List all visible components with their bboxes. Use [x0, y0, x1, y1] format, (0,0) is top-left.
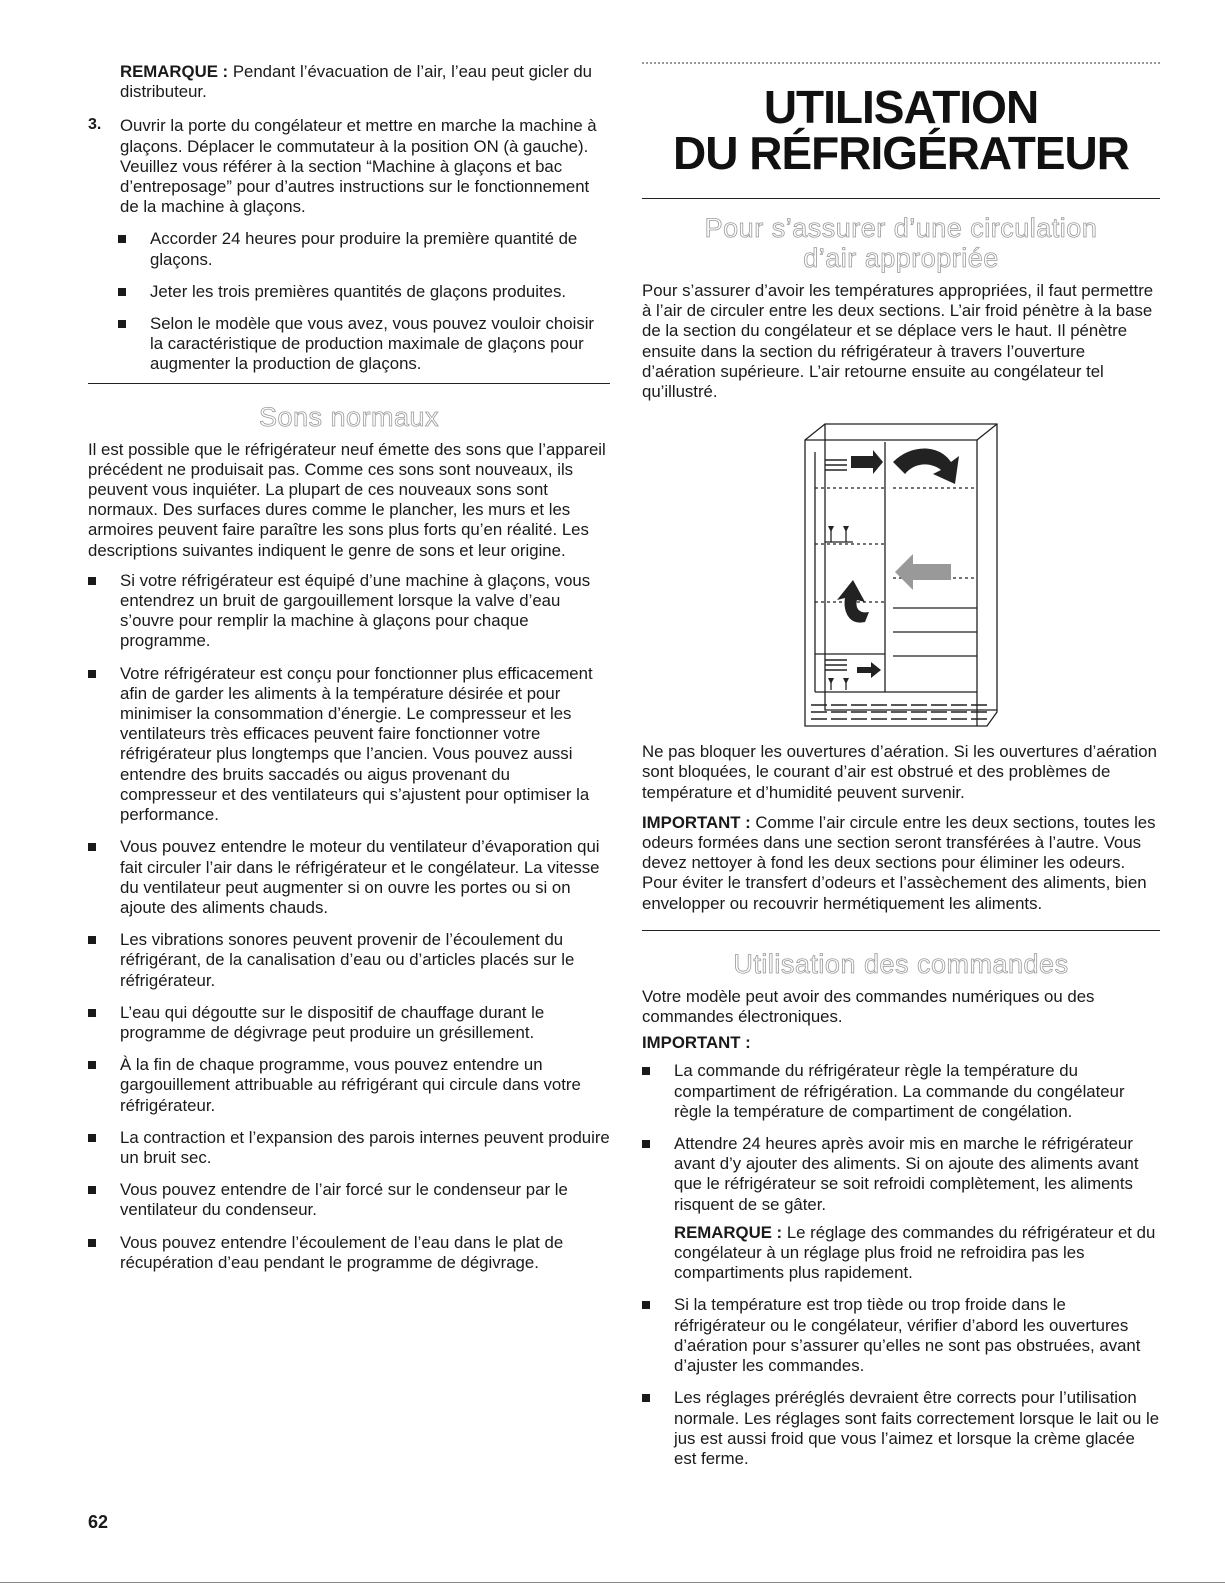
bullet-icon [88, 1009, 96, 1017]
bullet-icon [88, 577, 96, 585]
important-text: Comme l’air circule entre les deux sections, toutes les odeurs formées dans une section seront transférées à l’autre. Vous devez nettoyer à fond les deux sections pour éliminer les odeurs. Pour éviter le transfert d’odeurs et l’assèchement des aliments, bien envelopper ou recouvrir hermétiquement les aliments. [642, 812, 1156, 913]
list-item: La commande du réfrigérateur règle la température du compartiment de réfrigération. La commande du congélateur règle la température de compartiment de congélation. [642, 1061, 1160, 1122]
list-item: Les vibrations sonores peuvent provenir de l’écoulement du réfrigérant, de la canalisation d’eau ou d’articles placés sur le réfrigérateur. [88, 930, 610, 991]
sons-bullet-list [88, 571, 610, 1273]
bullet-icon [118, 320, 126, 328]
list-item: Attendre 24 heures après avoir mis en marche le réfrigérateur avant d’y ajouter des aliments. Si on ajoute des aliments avant que le réfrigérateur se soit refroidi complètement, les aliments risquent de se gâter. [642, 1134, 1160, 1215]
circulation-text: Pour s’assurer d’avoir les températures appropriées, il faut permettre à l’air de circuler entre les deux sections. L’air froid pénètre à la base de la section du congélateur et se déplace vers le haut. Il pénètre ensuite dans la section du réfrigérateur à travers l’ouverture d’aération supérieure. L’air retourne ensuite au congélateur tel qu’illustré. [642, 281, 1154, 402]
list-item: Si votre réfrigérateur est équipé d’une machine à glaçons, vous entendrez un bruit de gargouillement lorsque la valve d’eau s’ouvre pour remplir la machine à glaçons pour chaque programme. [88, 571, 610, 652]
bottom-edge-rule [0, 1582, 1225, 1583]
circulation-heading-line-2: d’air appropriée [803, 243, 999, 273]
vents-text: Ne pas bloquer les ouvertures d’aération. Si les ouvertures d’aération sont bloquées, le courant d’air est obstrué et des problèmes de température et d’humidité peuvent survenir. [642, 742, 1157, 802]
list-item: L’eau qui dégoutte sur le dispositif de chauffage durant le programme de dégivrage peut produire un grésillement. [88, 1003, 610, 1043]
list-item: À la fin de chaque programme, vous pouvez entendre un gargouillement attribuable au réfrigérant qui circule dans votre réfrigérateur. [88, 1055, 610, 1116]
bullet-icon [88, 1134, 96, 1142]
divider [642, 930, 1160, 931]
commandes-remarque-text: Le réglage des commandes du réfrigérateur et du congélateur à un réglage plus froid ne refroidira pas les compartiments plus rapidement. [674, 1222, 1156, 1283]
list-item: La contraction et l’expansion des parois internes peuvent produire un bruit sec. [88, 1128, 610, 1168]
sons-intro: Il est possible que le réfrigérateur neuf émette des sons que l’appareil précédent ne produisait pas. Comme ces sons sont nouveaux, ils peuvent vous inquiéter. La plupart de ces nouveaux sons sont normaux. Des surfaces dures comme le plancher, les murs et les armoires peuvent faire paraître les sons plus forts qu’en réalité. Les descriptions suivantes indiquent le genre de sons et leur origine. [88, 439, 606, 560]
bullet-icon [88, 843, 96, 851]
important-note [642, 813, 1160, 914]
left-column [88, 62, 610, 1285]
bullet-icon [642, 1067, 650, 1075]
commandes-bullet-list [642, 1061, 1160, 1214]
commandes-remarque-label: REMARQUE : [674, 1222, 783, 1242]
step-3-text: Ouvrir la porte du congélateur et mettre en marche la machine à glaçons. Déplacer le commutateur à la position ON (à gauche). Veuillez vous référer à la section “Machine à glaçons et bac d’entreposage” pour d’autres instructions sur le fonctionnement de la machine à glaçons. [120, 116, 597, 217]
bullet-icon [642, 1394, 650, 1402]
step-3 [88, 116, 610, 217]
remarque-note [88, 62, 610, 102]
list-item: Vous pouvez entendre l’écoulement de l’eau dans le plat de récupération d’eau pendant le programme de dégivrage. [88, 1233, 610, 1273]
list-item: Vous pouvez entendre le moteur du ventilateur d’évaporation qui fait circuler l’air dans le réfrigérateur et le congélateur. La vitesse du ventilateur peut augmenter si on ouvre les portes ou si on ajoute des aliments chauds. [88, 837, 610, 918]
list-item: Les réglages préréglés devraient être corrects pour l’utilisation normale. Les réglages sont faits correctement lorsque le lait ou le jus est aussi froid que vous l’aimez et lorsque la crème glacée est ferme. [642, 1388, 1160, 1469]
list-item: Votre réfrigérateur est conçu pour fonctionner plus efficacement afin de garder les aliments à la température désirée et pour minimiser la consommation d’énergie. Le compresseur et les ventilateurs très efficaces peuvent faire fonctionner votre réfrigérateur plus longtemps que l’ancien. Vous pouvez aussi entendre des bruits saccadés ou aigus provenant du compresseur et des ventilateurs qui s’ajustent pour optimiser la performance. [88, 664, 610, 826]
list-item: Jeter les trois premières quantités de glaçons produites. [88, 282, 610, 302]
page-title [642, 81, 1160, 179]
bullet-icon [118, 235, 126, 243]
refrigerator-airflow-diagram-icon [801, 422, 1001, 728]
list-item: Selon le modèle que vous avez, vous pouvez vouloir choisir la caractéristique de production maximale de glaçons pour augmenter la production de glaçons. [88, 314, 610, 375]
commandes-important-label: IMPORTANT : [642, 1033, 751, 1053]
sons-normaux-heading: Sons normaux [258, 401, 440, 432]
commandes-intro: Votre modèle peut avoir des commandes numériques ou des commandes électroniques. [642, 986, 1095, 1027]
commandes-remarque [642, 1223, 1160, 1284]
right-column [642, 62, 1160, 1481]
divider [642, 198, 1160, 199]
important-label: IMPORTANT : [642, 812, 751, 832]
circulation-heading-line-1: Pour s’assurer d’une circulation [704, 213, 1098, 243]
divider [88, 383, 610, 384]
list-item: Accorder 24 heures pour produire la première quantité de glaçons. [88, 229, 610, 269]
remarque-label: REMARQUE : [120, 62, 229, 81]
bullet-icon [642, 1301, 650, 1309]
bullet-icon [88, 670, 96, 678]
remarque-text: Pendant l’évacuation de l’air, l’eau peut gicler du distributeur. [120, 62, 592, 102]
page-title-line-1: UTILISATION [763, 81, 1039, 133]
bullet-icon [118, 288, 126, 296]
step-number: 3. [88, 116, 102, 134]
page-title-line-2: DU RÉFRIGÉRATEUR [673, 127, 1129, 179]
bullet-icon [642, 1140, 650, 1148]
circulation-heading [642, 213, 1160, 273]
bullet-icon [88, 1061, 96, 1069]
list-item: Vous pouvez entendre de l’air forcé sur le condenseur par le ventilateur du condenseur. [88, 1180, 610, 1220]
step-3-bullet-list [88, 229, 610, 374]
bullet-icon [88, 1239, 96, 1247]
list-item: Si la température est trop tiède ou trop froide dans le réfrigérateur ou le congélateur, vérifier d’abord les ouvertures d’aération pour s’assurer qu’elles ne sont pas obstruées, avant d’ajuster les commandes. [642, 1295, 1160, 1376]
bullet-icon [88, 1186, 96, 1194]
top-dotted-rule [642, 62, 1160, 64]
commandes-heading: Utilisation des commandes [733, 948, 1069, 979]
commandes-bullet-list-2 [642, 1295, 1160, 1469]
bullet-icon [88, 936, 96, 944]
page-number: 62 [88, 1512, 109, 1532]
